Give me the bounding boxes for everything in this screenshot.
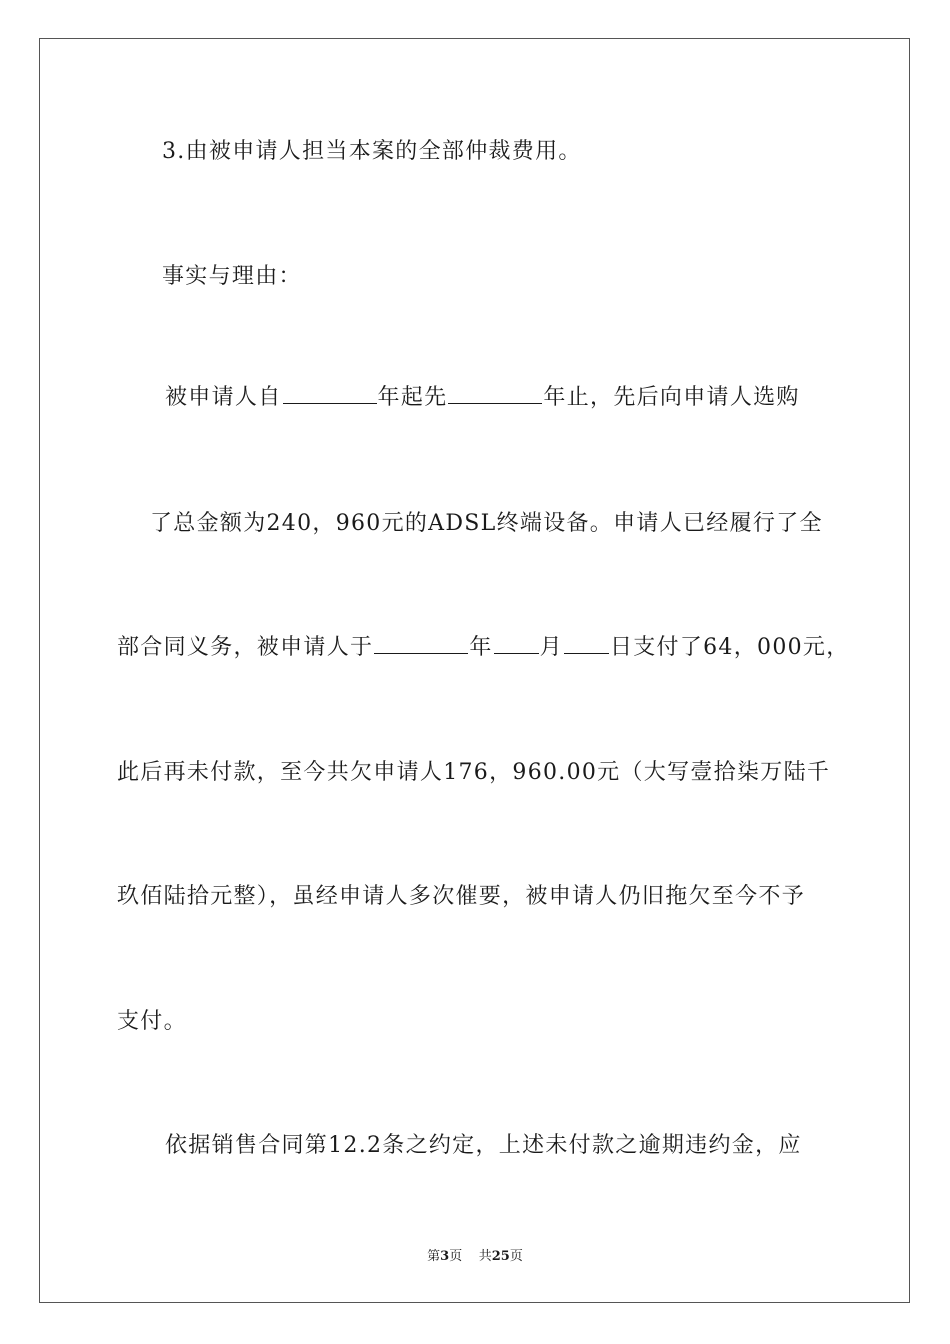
paragraph-line-3 [0, 383, 950, 413]
footer-page-suffix: 页 [449, 1249, 463, 1264]
line-3-part-1: 被申请人自 [165, 385, 282, 410]
page-footer [0, 1248, 950, 1266]
blank-pay-year [374, 633, 468, 654]
page-border [39, 38, 910, 1303]
blank-end-year [448, 383, 542, 404]
paragraph-line-6: 此后再未付款，至今共欠申请人176，960.00元（大写壹拾柒万陆千 [117, 760, 831, 785]
footer-prefix: 第 [427, 1249, 441, 1264]
line-5-part-4: 日支付了64，000元， [609, 635, 850, 660]
paragraph-line-5 [0, 633, 950, 663]
blank-start-year [283, 383, 377, 404]
paragraph-line-7: 玖佰陆拾元整），虽经申请人多次催要，被申请人仍旧拖欠至今不予 [117, 884, 806, 909]
line-5-part-1: 部合同义务，被申请人于 [117, 635, 374, 660]
footer-total-pages: 25 [491, 1249, 510, 1264]
blank-pay-month [494, 633, 539, 654]
line-3-part-3: 年止，先后向申请人选购 [543, 385, 800, 410]
paragraph-line-8: 支付。 [117, 1009, 187, 1034]
footer-current-page: 3 [440, 1249, 450, 1264]
paragraph-line-4: 了总金额为240，960元的ADSL终端设备。申请人已经履行了全 [150, 511, 823, 536]
paragraph-line-1: 3.由被申请人担当本案的全部仲裁费用。 [162, 139, 582, 164]
blank-pay-day [564, 633, 609, 654]
line-5-part-2: 年 [469, 635, 493, 660]
paragraph-line-9: 依据销售合同第12.2条之约定，上述未付款之逾期违约金，应 [165, 1133, 802, 1158]
footer-total-suffix: 页 [509, 1249, 523, 1264]
line-3-part-2: 年起先 [377, 385, 448, 410]
footer-total-prefix: 共 [478, 1249, 492, 1264]
line-5-part-3: 月 [539, 635, 563, 660]
section-heading-facts: 事实与理由： [162, 264, 302, 289]
